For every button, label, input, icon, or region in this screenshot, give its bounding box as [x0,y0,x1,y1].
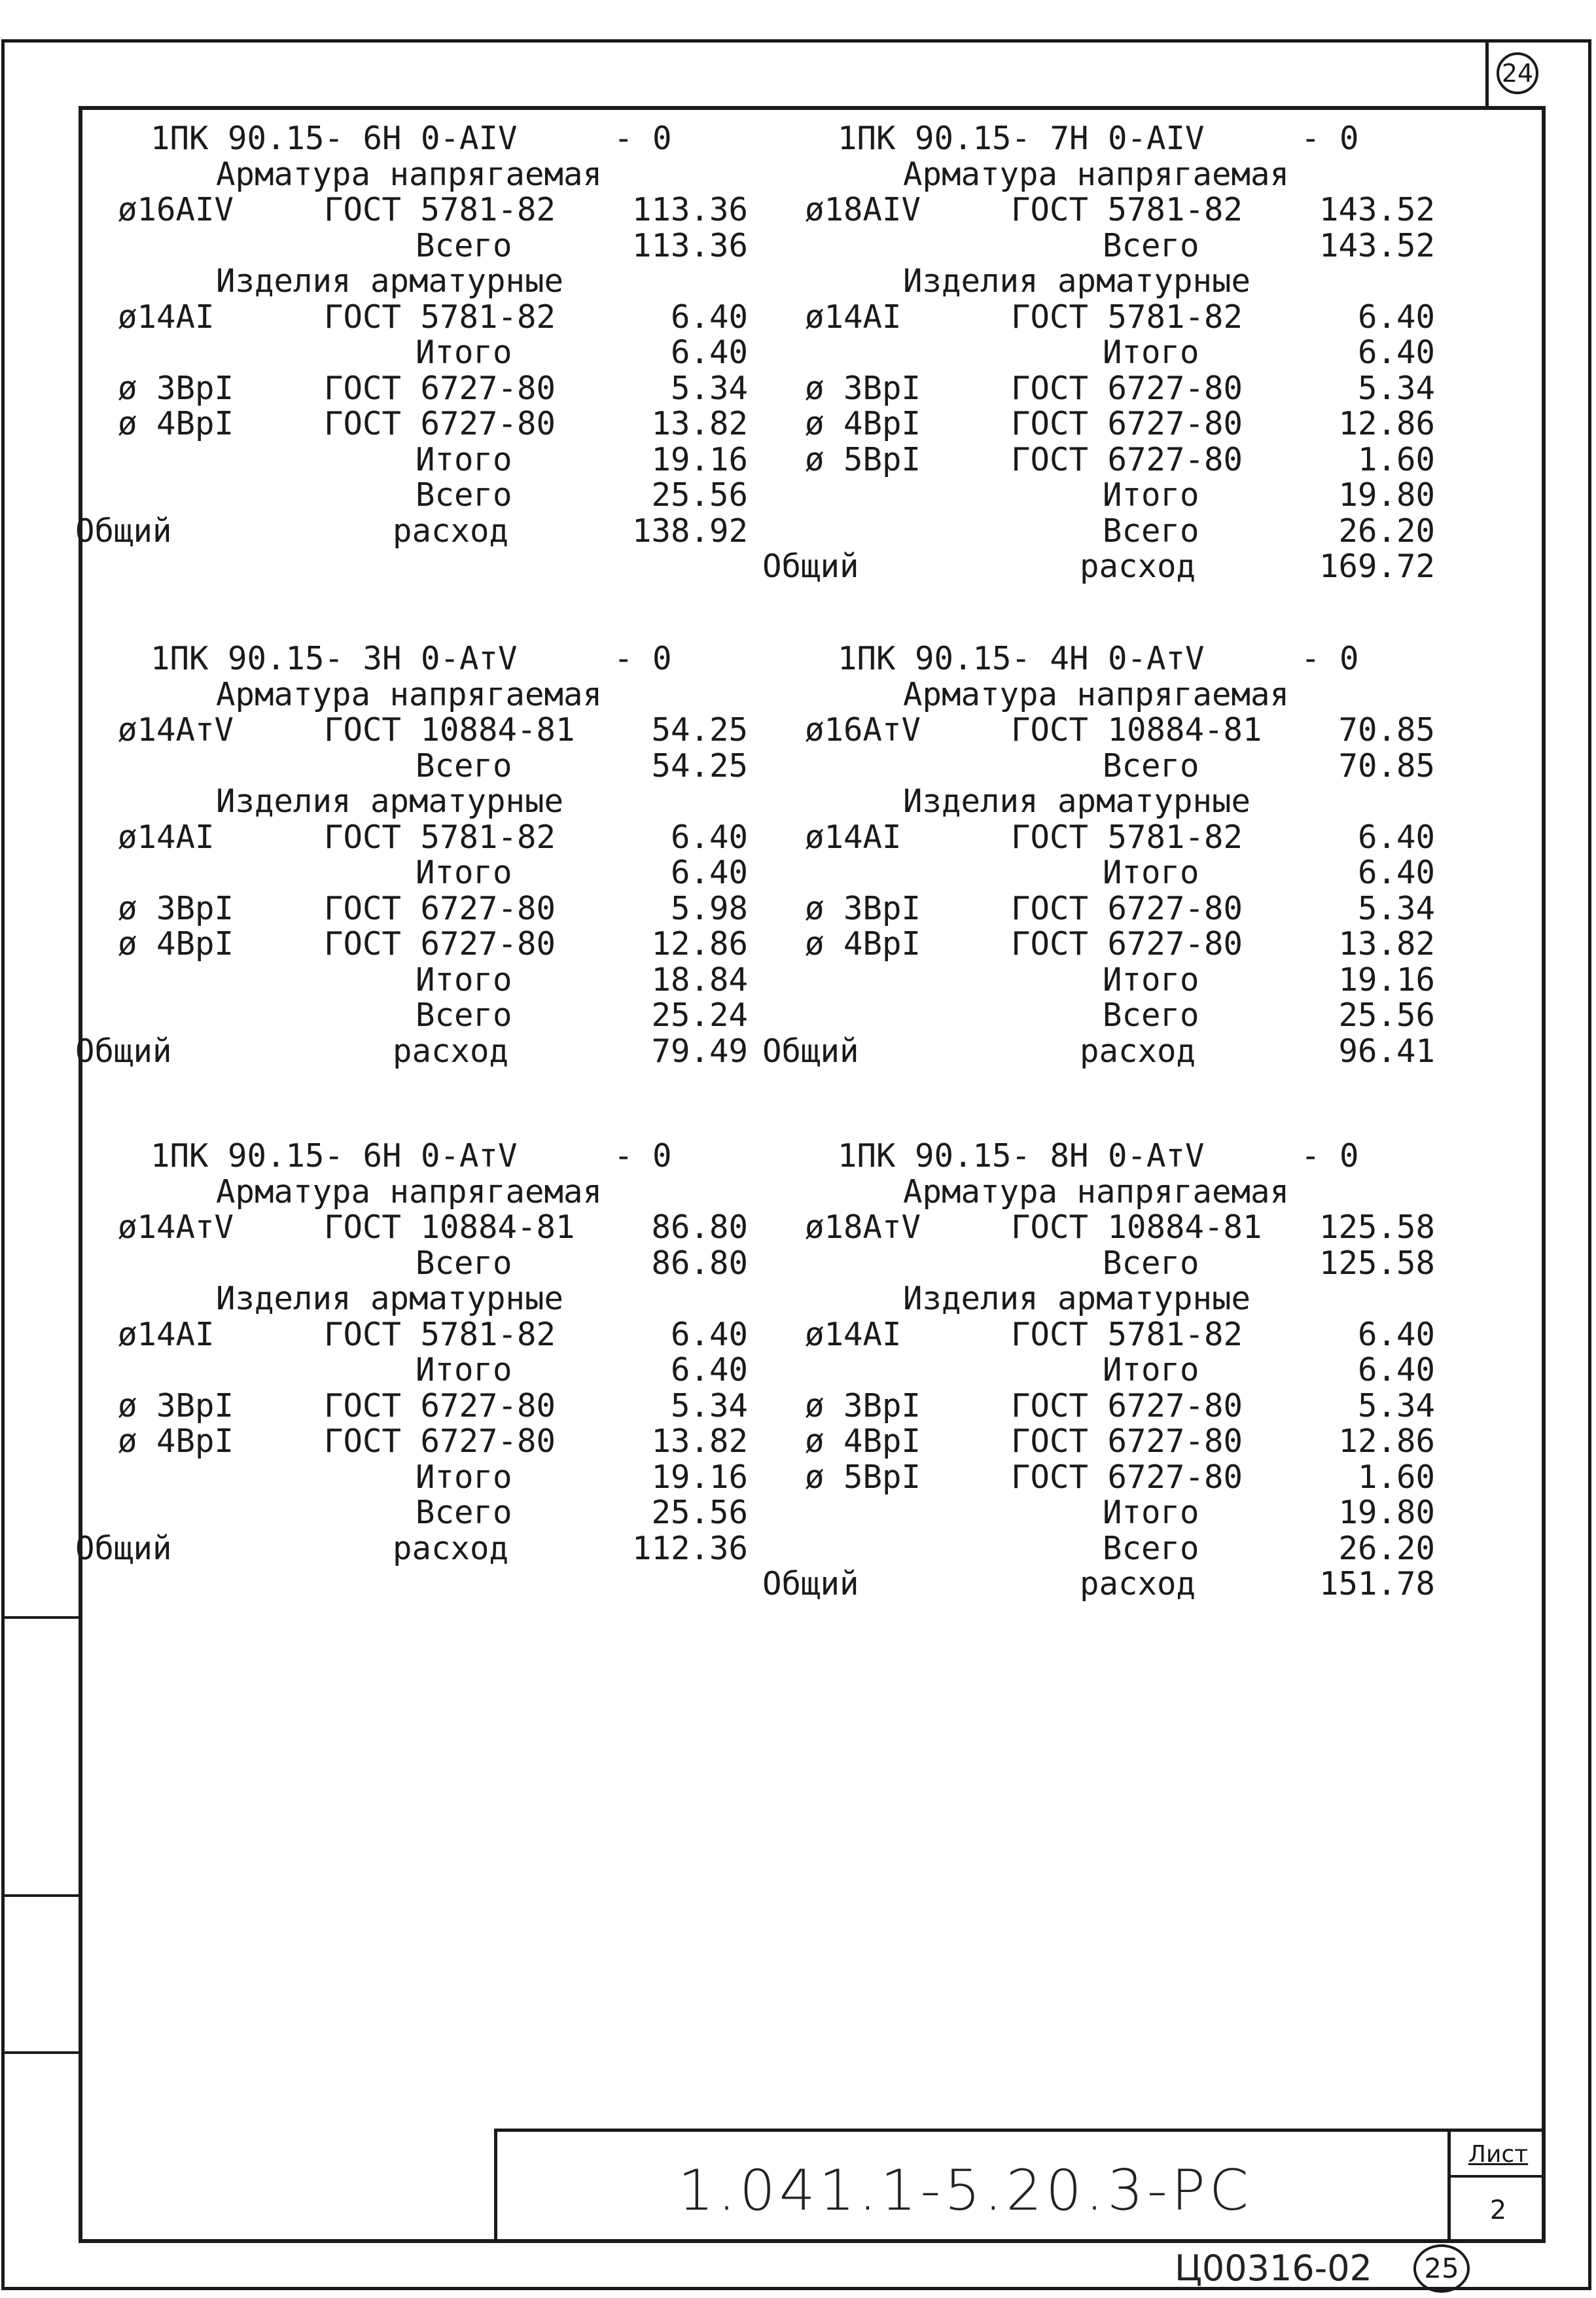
rebar-mass: 6.40 [1357,818,1435,856]
subtotal-label: Итого [416,440,512,478]
total-value: 125.58 [1319,1244,1435,1282]
wire-mass: 5.34 [1357,369,1435,407]
overall-value: 79.49 [651,1032,748,1070]
wire-gost: ГОСТ 6727-80 [324,1423,556,1460]
tensioned-label: Арматура напрягаемая [216,1173,603,1211]
wire-mass: 13.82 [651,1423,748,1460]
tensioned-label: Арматура напрягаемая [903,1173,1290,1211]
wire-gost: ГОСТ 6727-80 [324,889,556,927]
rebar-gost: ГОСТ 5781-82 [324,1315,556,1353]
block-header: 1ПК 90.15- 4Н 0-АтV - 0 [838,640,1359,677]
total-value: 25.56 [651,1494,748,1531]
rebar-diameter: ø16АтV [805,711,921,749]
rebar-diameter: ø14АтV [118,1209,234,1246]
archive-page-number: 25 [1413,2244,1470,2293]
block-header: 1ПК 90.15- 6Н 0-AIV - 0 [151,120,672,157]
archive-code: Ц00316-02 [1175,2248,1372,2289]
rebar-mass: 6.40 [670,298,748,336]
subtotal-label: Итого [1103,854,1199,891]
rebar-diameter: ø14АтV [118,711,234,749]
total-value: 25.56 [651,476,748,514]
subtotal-value: 6.40 [1357,334,1435,371]
wire-gost: ГОСТ 6727-80 [1011,369,1243,407]
total-label: Всего [1103,512,1199,550]
subtotal-value: 6.40 [670,854,748,891]
subtotal-label: Итого [416,854,512,891]
rebar-mass: 54.25 [651,711,748,749]
total-label: Всего [1103,1529,1199,1567]
overall-label: Общий [75,512,172,550]
wire-diameter: ø 3ВрI [118,369,234,407]
subtotal-label: Итого [416,961,512,999]
document-code: 1.041.1-5.20.3-РС [678,2158,1252,2223]
wire-gost: ГОСТ 6727-80 [1011,1423,1243,1460]
rebar-gost: ГОСТ 5781-82 [324,191,556,228]
subtotal-value: 18.84 [651,961,748,999]
fab-label: Изделия арматурные [903,783,1251,820]
overall-label: Общий [762,1032,859,1070]
subtotal-value: 19.80 [1338,1494,1435,1531]
total-label: Всего [416,476,512,514]
subtotal-value: 19.16 [651,440,748,478]
wire-mass: 1.60 [1357,440,1435,478]
subtotal-label: Итого [1103,476,1199,514]
rebar-mass: 113.36 [631,191,748,228]
rebar-gost: ГОСТ 5781-82 [1011,298,1243,336]
total-label: Всего [1103,747,1199,785]
fab-label: Изделия арматурные [216,783,564,820]
tensioned-label: Арматура напрягаемая [903,675,1290,713]
sheet-number: 2 [1489,2195,1507,2225]
block-header: 1ПК 90.15- 7Н 0-AIV - 0 [838,120,1359,157]
wire-mass: 13.82 [1338,925,1435,963]
tensioned-label: Арматура напрягаемая [216,675,603,713]
rebar-gost: ГОСТ 10884-81 [1011,1209,1262,1246]
subtotal-label: Итого [1103,961,1199,999]
wire-diameter: ø 3ВрI [805,889,921,927]
total-label: Всего [416,747,512,785]
rebar-mass: 6.40 [1357,1315,1435,1353]
rebar-diameter: ø18АтV [805,1209,921,1246]
title-block [494,2129,1546,2243]
side-stamp-divider [1,1894,79,1897]
wire-mass: 12.86 [1338,405,1435,442]
rebar-gost: ГОСТ 10884-81 [324,711,575,749]
wire-mass: 12.86 [1338,1423,1435,1460]
overall-word: расход [393,1529,509,1567]
side-stamp-strip [1,1616,79,2243]
wire-diameter: ø 4ВрI [118,405,234,442]
subtotal-label: Итого [416,1351,512,1388]
overall-value: 112.36 [631,1529,748,1567]
wire-gost: ГОСТ 6727-80 [1011,925,1243,963]
wire-diameter: ø 4ВрI [118,925,234,963]
total-label: Всего [1103,226,1199,264]
rebar-gost: ГОСТ 5781-82 [324,818,556,856]
subtotal-label: Итого [416,1458,512,1496]
subtotal-label: Итого [1103,334,1199,371]
sheet-label: Лист [1451,2132,1546,2178]
wire-diameter: ø 5ВрI [805,440,921,478]
rebar-gost: ГОСТ 5781-82 [1011,1315,1243,1353]
rebar-mass: 125.58 [1319,1209,1435,1246]
subtotal-label: Итого [416,334,512,371]
fab-label: Изделия арматурные [903,262,1251,300]
fab-label: Изделия арматурные [216,1280,564,1317]
overall-word: расход [1080,548,1196,585]
subtotal-value: 19.16 [1338,961,1435,999]
block-header: 1ПК 90.15- 8Н 0-АтV - 0 [838,1137,1359,1175]
rebar-mass: 6.40 [670,818,748,856]
overall-word: расход [1080,1565,1196,1602]
total-value: 70.85 [1338,747,1435,785]
wire-mass: 5.34 [1357,889,1435,927]
rebar-diameter: ø14AI [805,298,902,336]
wire-gost: ГОСТ 6727-80 [324,1387,556,1424]
wire-gost: ГОСТ 6727-80 [1011,889,1243,927]
wire-diameter: ø 4ВрI [805,405,921,442]
total-label: Всего [416,1244,512,1282]
total-value: 113.36 [631,226,748,264]
tensioned-label: Арматура напрягаемая [903,155,1290,193]
wire-diameter: ø 4ВрI [118,1423,234,1460]
block-header: 1ПК 90.15- 3Н 0-АтV - 0 [151,640,672,677]
total-value: 86.80 [651,1244,748,1282]
subtotal-value: 19.16 [651,1458,748,1496]
fab-label: Изделия арматурные [903,1280,1251,1317]
total-label: Всего [1103,997,1199,1034]
wire-diameter: ø 3ВрI [805,1387,921,1424]
rebar-gost: ГОСТ 10884-81 [1011,711,1262,749]
tensioned-label: Арматура напрягаемая [216,155,603,193]
rebar-gost: ГОСТ 10884-81 [324,1209,575,1246]
overall-value: 96.41 [1338,1032,1435,1070]
rebar-mass: 70.85 [1338,711,1435,749]
wire-diameter: ø 4ВрI [805,1423,921,1460]
overall-label: Общий [75,1032,172,1070]
rebar-diameter: ø14AI [118,1315,215,1353]
overall-value: 138.92 [631,512,748,550]
rebar-diameter: ø14AI [805,1315,902,1353]
overall-value: 169.72 [1319,548,1435,585]
overall-label: Общий [762,548,859,585]
wire-gost: ГОСТ 6727-80 [324,925,556,963]
rebar-gost: ГОСТ 5781-82 [324,298,556,336]
overall-label: Общий [75,1529,172,1567]
rebar-diameter: ø18AIV [805,191,921,228]
total-label: Всего [416,226,512,264]
wire-gost: ГОСТ 6727-80 [1011,1458,1243,1496]
wire-diameter: ø 3ВрI [805,369,921,407]
wire-gost: ГОСТ 6727-80 [324,369,556,407]
subtotal-value: 6.40 [670,1351,748,1388]
wire-mass: 5.34 [1357,1387,1435,1424]
wire-diameter: ø 3ВрI [118,889,234,927]
subtotal-value: 6.40 [1357,854,1435,891]
overall-word: расход [393,512,509,550]
wire-diameter: ø 3ВрI [118,1387,234,1424]
subtotal-value: 19.80 [1338,476,1435,514]
wire-mass: 12.86 [651,925,748,963]
overall-word: расход [1080,1032,1196,1070]
wire-gost: ГОСТ 6727-80 [1011,1387,1243,1424]
subtotal-label: Итого [1103,1494,1199,1531]
rebar-diameter: ø14AI [118,818,215,856]
rebar-diameter: ø16AIV [118,191,234,228]
total-label: Всего [1103,1244,1199,1282]
fab-label: Изделия арматурные [216,262,564,300]
subtotal-value: 6.40 [670,334,748,371]
rebar-mass: 6.40 [1357,298,1435,336]
rebar-mass: 143.52 [1319,191,1435,228]
wire-mass: 5.98 [670,889,748,927]
total-value: 26.20 [1338,1529,1435,1567]
subtotal-label: Итого [1103,1351,1199,1388]
total-value: 54.25 [651,747,748,785]
wire-gost: ГОСТ 6727-80 [1011,440,1243,478]
total-value: 26.20 [1338,512,1435,550]
rebar-diameter: ø14AI [118,298,215,336]
rebar-diameter: ø14AI [805,818,902,856]
total-value: 25.56 [1338,997,1435,1034]
rebar-mass: 86.80 [651,1209,748,1246]
wire-mass: 5.34 [670,1387,748,1424]
total-label: Всего [416,997,512,1034]
total-label: Всего [416,1494,512,1531]
wire-mass: 5.34 [670,369,748,407]
rebar-gost: ГОСТ 5781-82 [1011,818,1243,856]
overall-label: Общий [762,1565,859,1602]
total-value: 143.52 [1319,226,1435,264]
side-stamp-divider [1,2051,79,2054]
sheet-cell [1447,2132,1546,2243]
corner-sheet-number: 24 [1497,52,1538,94]
wire-mass: 13.82 [651,405,748,442]
wire-gost: ГОСТ 6727-80 [324,405,556,442]
rebar-gost: ГОСТ 5781-82 [1011,191,1243,228]
wire-diameter: ø 5ВрI [805,1458,921,1496]
wire-mass: 1.60 [1357,1458,1435,1496]
wire-gost: ГОСТ 6727-80 [1011,405,1243,442]
overall-value: 151.78 [1319,1565,1435,1602]
block-header: 1ПК 90.15- 6Н 0-АтV - 0 [151,1137,672,1175]
rebar-mass: 6.40 [670,1315,748,1353]
overall-word: расход [393,1032,509,1070]
subtotal-value: 6.40 [1357,1351,1435,1388]
total-value: 25.24 [651,997,748,1034]
wire-diameter: ø 4ВрI [805,925,921,963]
